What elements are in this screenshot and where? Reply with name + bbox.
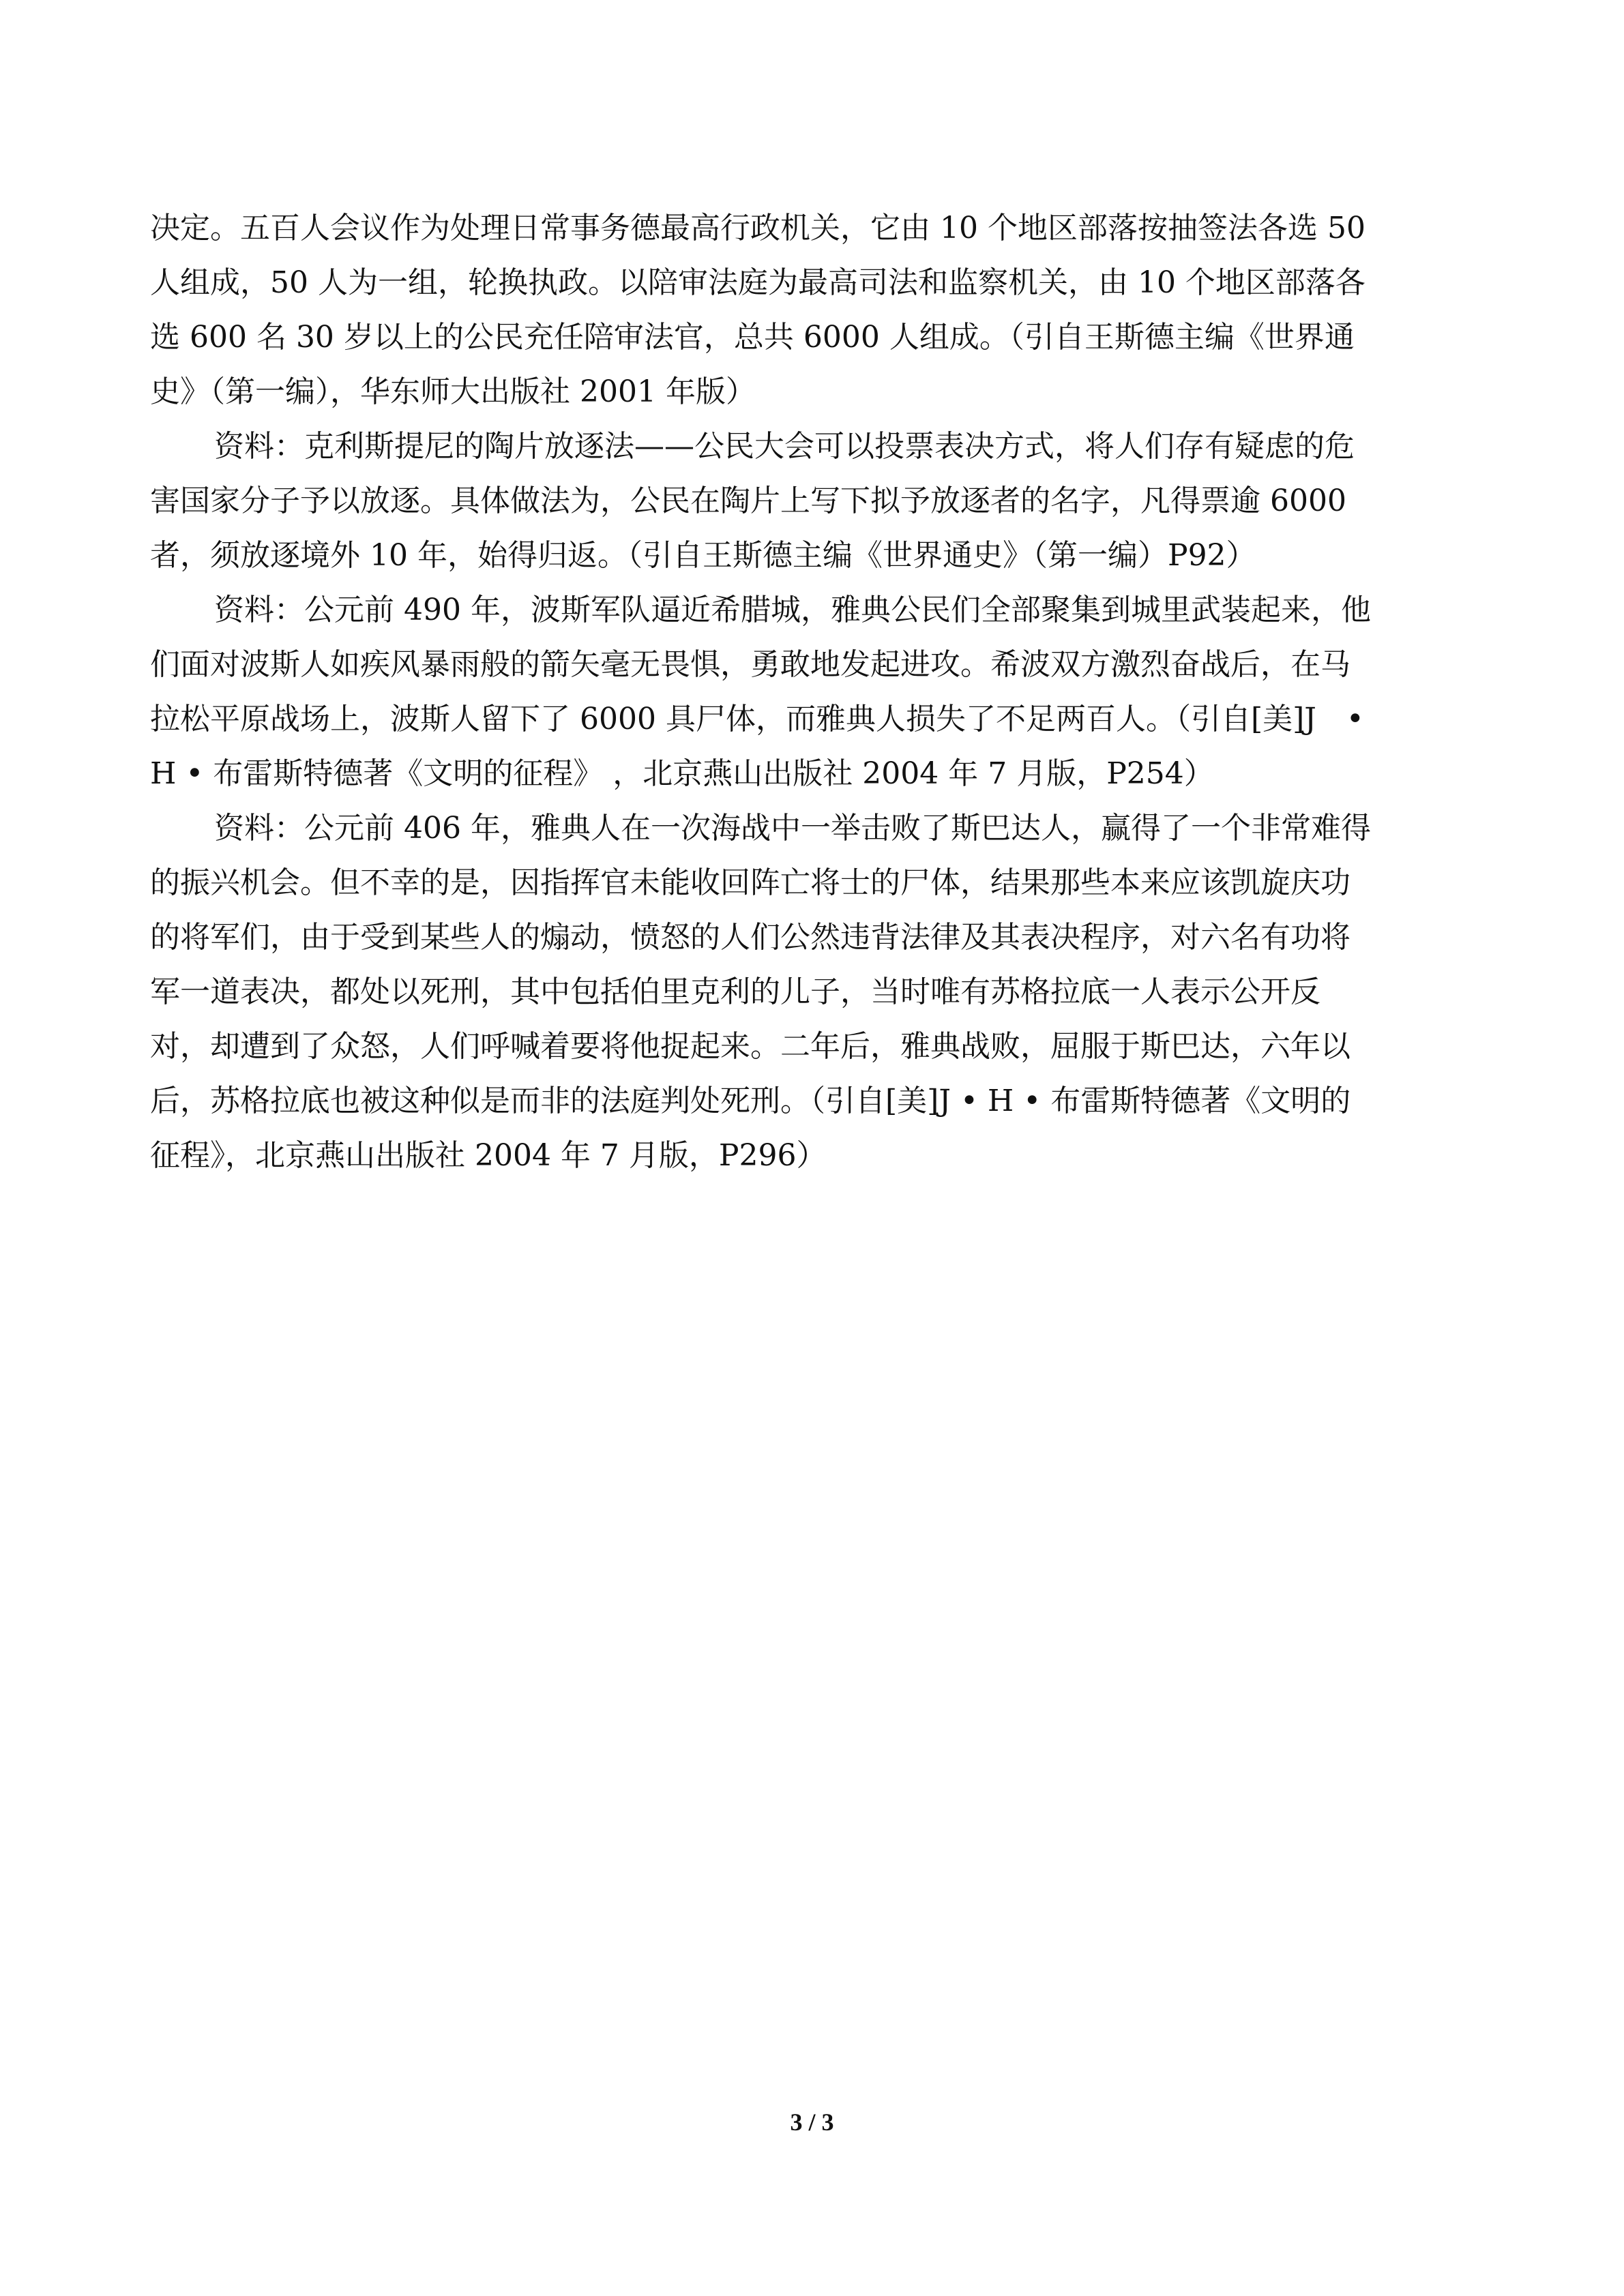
- text-line: 者，须放逐境外 10 年，始得归返。（引自王斯德主编《世界通史》（第一编）P92）: [150, 538, 1256, 573]
- text-line: 对，却遭到了众怒，人们呼喊着要将他捉起来。二年后，雅典战败，屈服于斯巴达，六年以: [150, 1029, 1350, 1064]
- text-line: 史》（第一编），华东师大出版社 2001 年版）: [150, 374, 756, 409]
- text-line: 决定。五百人会议作为处理日常事务德最高行政机关，它由 10 个地区部落按抽签法各选 50: [150, 211, 1365, 245]
- text-line: 征程》，北京燕山出版社 2004 年 7 月版，P296）: [150, 1138, 827, 1173]
- text-line: 的将军们，由于受到某些人的煽动，愤怒的人们公然违背法律及其表决程序，对六名有功将: [150, 920, 1350, 955]
- text-line: 的振兴机会。但不幸的是，因指挥官未能收回阵亡将士的尸体，结果那些本来应该凯旋庆功: [150, 865, 1350, 900]
- text-line: 们面对波斯人如疾风暴雨般的箭矢毫无畏惧，勇敢地发起进攻。希波双方激烈奋战后，在马: [150, 647, 1350, 682]
- text-line: 资料：克利斯提尼的陶片放逐法——公民大会可以投票表决方式，将人们存有疑虑的危: [214, 429, 1355, 464]
- text-line: H • 布雷斯特德著《文明的征程》 ，北京燕山出版社 2004 年 7 月版，P254）: [150, 756, 1214, 791]
- text-line: 选 600 名 30 岁以上的公民充任陪审法官，总共 6000 人组成。（引自王斯德主编《世界通: [150, 320, 1355, 355]
- text-line: 资料：公元前 406 年，雅典人在一次海战中一举击败了斯巴达人，赢得了一个非常难得: [214, 811, 1371, 846]
- text-line: 后，苏格拉底也被这种似是而非的法庭判处死刑。（引自[美]J • H • 布雷斯特德著《文明的: [150, 1084, 1351, 1118]
- text-line: 拉松平原战场上，波斯人留下了 6000 具尸体，而雅典人损失了不足两百人。（引自[美]J •: [150, 702, 1364, 736]
- text-line: 资料：公元前 490 年，波斯军队逼近希腊城，雅典公民们全部聚集到城里武装起来，他: [214, 593, 1371, 627]
- text-line: 军一道表决，都处以死刑，其中包括伯里克利的儿子，当时唯有苏格拉底一人表示公开反: [150, 974, 1320, 1009]
- text-line: 人组成，50 人为一组，轮换执政。以陪审法庭为最高司法和监察机关，由 10 个地区部落各: [150, 265, 1365, 300]
- text-line: 害国家分子予以放逐。具体做法为，公民在陶片上写下拟予放逐者的名字，凡得票逾 6000: [150, 483, 1346, 518]
- page-number: 3 / 3: [790, 2108, 834, 2136]
